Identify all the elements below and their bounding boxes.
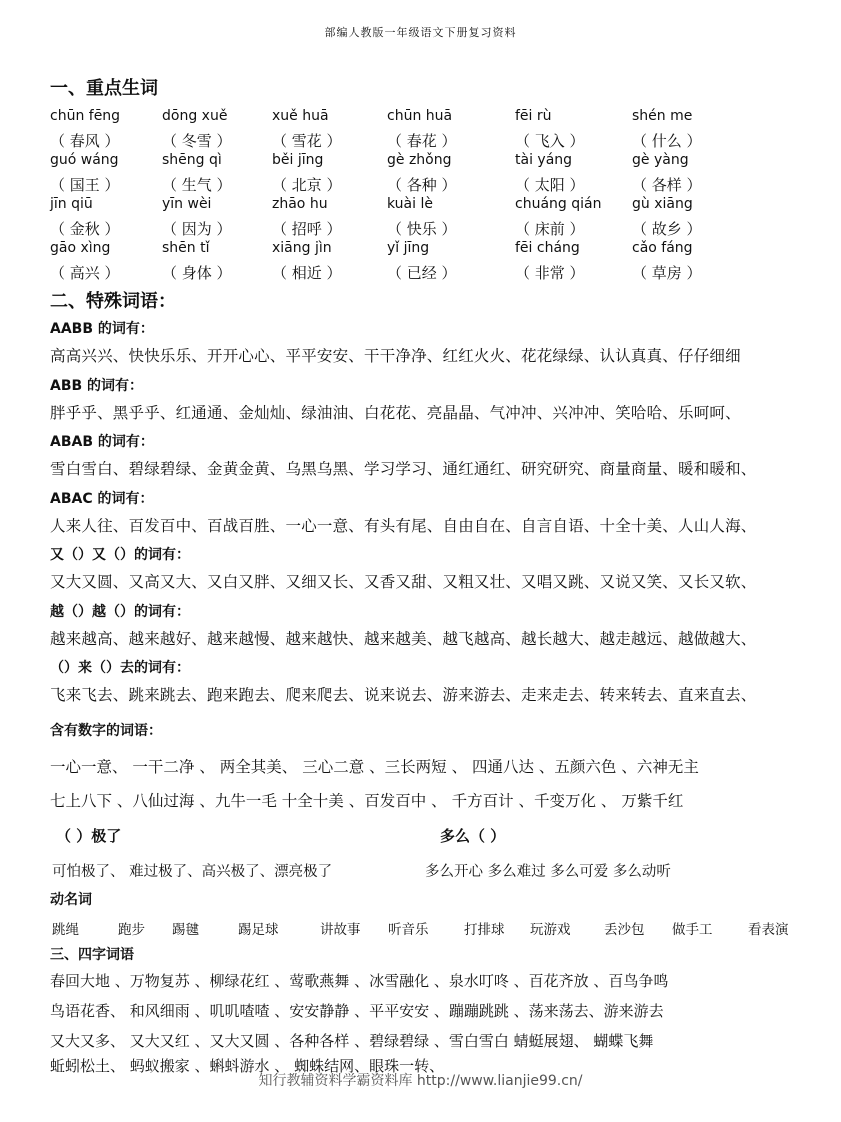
vocab-cell xyxy=(272,152,390,195)
group-words: 飞来飞去、跳来跳去、跑来跑去、爬来爬去、说来说去、游来游去、走来走去、转来转去、直来直去、 xyxy=(50,686,757,704)
vocab-cell xyxy=(632,152,750,195)
duo-words: 多么开心 多么难过 多么可爱 多么动听 xyxy=(425,864,671,880)
group-words: 雪白雪白、碧绿碧绿、金黄金黄、乌黑乌黑、学习学习、通红通红、研究研究、商量商量、暖和暖和、 xyxy=(50,460,757,478)
vocab-cell xyxy=(162,240,280,283)
hanzi: （ 北京 ） xyxy=(272,176,342,194)
vocab-cell xyxy=(515,240,633,283)
pinyin: xiāng jìn xyxy=(272,240,332,256)
pinyin: guó wáng xyxy=(50,152,119,168)
pinyin: cǎo fáng xyxy=(632,240,693,256)
pinyin: zhāo hu xyxy=(272,196,328,212)
hanzi: （ 各种 ） xyxy=(387,176,457,194)
pinyin: chūn fēng xyxy=(50,108,121,124)
hanzi: （ 快乐 ） xyxy=(387,220,457,238)
hanzi: （ 各样 ） xyxy=(632,176,702,194)
page-title: 部编人教版一年级语文下册复习资料 xyxy=(324,26,517,39)
pinyin: xuě huā xyxy=(272,108,329,124)
vocab-cell xyxy=(50,152,168,195)
vocab-row xyxy=(50,108,800,152)
hanzi: （ 春风 ） xyxy=(50,132,120,150)
vocab-cell xyxy=(272,196,390,239)
hanzi: （ 故乡 ） xyxy=(632,220,702,238)
pinyin: shén me xyxy=(632,108,693,124)
vocab-row xyxy=(50,196,800,240)
pinyin: chuáng qián xyxy=(515,196,602,212)
pinyin: chūn huā xyxy=(387,108,453,124)
group-words: 胖乎乎、黑乎乎、红通通、金灿灿、绿油油、白花花、亮晶晶、气冲冲、兴冲冲、笑哈哈、乐呵呵、 xyxy=(50,404,741,422)
verb-noun-item: 讲故事 xyxy=(320,922,361,938)
verb-noun-label: 动名词 xyxy=(50,892,92,908)
vocab-cell xyxy=(387,240,505,283)
pinyin: yīn wèi xyxy=(162,196,212,212)
numbers-line-2: 七上八下 、八仙过海 、九牛一毛 十全十美 、百发百中 、 千方百计 、千变万化 、 万紫千红 xyxy=(50,792,684,810)
verb-noun-item: 踢毽 xyxy=(172,922,199,938)
section-heading-four-char: 三、四字词语 xyxy=(50,947,134,963)
vocab-cell xyxy=(387,152,505,195)
hanzi: （ 冬雪 ） xyxy=(162,132,232,150)
group-words: 高高兴兴、快快乐乐、开开心心、平平安安、干干净净、红红火火、花花绿绿、认认真真、仔仔细细 xyxy=(50,347,741,365)
duo-label: 多么（ ） xyxy=(440,827,506,845)
group-label: 越（）越（）的词有： xyxy=(50,604,190,620)
verb-noun-item: 看表演 xyxy=(748,922,789,938)
vocab-cell xyxy=(272,108,390,151)
verb-noun-item: 踢足球 xyxy=(238,922,279,938)
hanzi: （ 相近 ） xyxy=(272,264,342,282)
hanzi: （ 身体 ） xyxy=(162,264,232,282)
pinyin: shēn tǐ xyxy=(162,240,210,256)
verb-noun-item: 玩游戏 xyxy=(530,922,571,938)
vocab-grid xyxy=(50,108,800,284)
hanzi: （ 招呼 ） xyxy=(272,220,342,238)
verb-noun-item: 跳绳 xyxy=(52,922,79,938)
pinyin: gù xiāng xyxy=(632,196,693,212)
hanzi: （ 生气 ） xyxy=(162,176,232,194)
vocab-cell xyxy=(272,240,390,283)
group-words: 越来越高、越来越好、越来越慢、越来越快、越来越美、越飞越高、越长越大、越走越远、越做越大、 xyxy=(50,630,757,648)
vocab-cell xyxy=(50,240,168,283)
hanzi: （ 什么 ） xyxy=(632,132,702,150)
vocab-cell xyxy=(515,196,633,239)
vocab-cell xyxy=(515,108,633,151)
hanzi: （ 雪花 ） xyxy=(272,132,342,150)
numbers-label: 含有数字的词语： xyxy=(50,723,162,739)
pinyin: shēng qì xyxy=(162,152,222,168)
pinyin: tài yáng xyxy=(515,152,573,168)
vocab-cell xyxy=(50,108,168,151)
hanzi: （ 金秋 ） xyxy=(50,220,120,238)
vocab-cell xyxy=(632,240,750,283)
vocab-cell xyxy=(387,196,505,239)
ji-label: （ ）极了 xyxy=(56,827,122,845)
vocab-cell xyxy=(632,108,750,151)
vocab-cell xyxy=(162,152,280,195)
four-char-line-4: 蚯蚓松土、 蚂蚁搬家 、蝌蚪游水 、 蜘蛛结网、眼珠一转、 xyxy=(50,1057,445,1075)
group-label: ABAB 的词有： xyxy=(50,434,154,450)
four-char-line-1: 春回大地 、万物复苏 、柳绿花红 、莺歌燕舞 、冰雪融化 、泉水叮咚 、百花齐放 、百鸟争鸣 xyxy=(50,972,669,990)
hanzi: （ 非常 ） xyxy=(515,264,585,282)
pinyin: fēi cháng xyxy=(515,240,580,256)
hanzi: （ 已经 ） xyxy=(387,264,457,282)
pinyin: fēi rù xyxy=(515,108,552,124)
vocab-cell xyxy=(387,108,505,151)
vocab-cell xyxy=(50,196,168,239)
hanzi: （ 春花 ） xyxy=(387,132,457,150)
verb-noun-item: 做手工 xyxy=(672,922,713,938)
group-label: 又（）又（）的词有： xyxy=(50,547,190,563)
watermark-footer: 知行教辅资料学霸资料库 http://www.lianjie99.cn/ xyxy=(258,1073,583,1089)
hanzi: （ 国王 ） xyxy=(50,176,120,194)
hanzi: （ 太阳 ） xyxy=(515,176,585,194)
group-words: 人来人往、百发百中、百战百胜、一心一意、有头有尾、自由自在、自言自语、十全十美、人山人海、 xyxy=(50,517,757,535)
vocab-row xyxy=(50,240,800,284)
pinyin: dōng xuě xyxy=(162,108,228,124)
pinyin: jīn qiū xyxy=(50,196,93,212)
group-label: ABAC 的词有： xyxy=(50,491,154,507)
verb-noun-item: 跑步 xyxy=(118,922,145,938)
section-heading-special-words: 二、特殊词语： xyxy=(50,291,176,312)
group-label: AABB 的词有： xyxy=(50,321,154,337)
vocab-row xyxy=(50,152,800,196)
hanzi: （ 床前 ） xyxy=(515,220,585,238)
pinyin: kuài lè xyxy=(387,196,433,212)
vocab-cell xyxy=(162,108,280,151)
vocab-cell xyxy=(632,196,750,239)
pinyin: gāo xìng xyxy=(50,240,111,256)
pinyin: gè zhǒng xyxy=(387,152,452,168)
four-char-line-2: 鸟语花香、 和风细雨 、叽叽喳喳 、安安静静 、平平安安 、蹦蹦跳跳 、荡来荡去、游来游去 xyxy=(50,1002,664,1020)
vocab-cell xyxy=(162,196,280,239)
pinyin: yǐ jīng xyxy=(387,240,430,256)
group-label: ABB 的词有： xyxy=(50,378,144,394)
group-label: （）来（）去的词有： xyxy=(50,660,190,676)
four-char-line-3: 又大又多、 又大又红 、又大又圆 、各种各样 、碧绿碧绿 、雪白雪白 蜻蜓展翅、 蝴蝶飞舞 xyxy=(50,1032,654,1050)
hanzi: （ 飞入 ） xyxy=(515,132,585,150)
numbers-line-1: 一心一意、 一干二净 、 两全其美、 三心二意 、三长两短 、 四通八达 、五颜六色 、六神无主 xyxy=(50,758,699,776)
pinyin: gè yàng xyxy=(632,152,689,168)
vocab-cell xyxy=(515,152,633,195)
hanzi: （ 草房 ） xyxy=(632,264,702,282)
pinyin: běi jīng xyxy=(272,152,324,168)
verb-noun-item: 打排球 xyxy=(464,922,505,938)
verb-noun-item: 丢沙包 xyxy=(604,922,645,938)
section-heading-key-words: 一、重点生词 xyxy=(50,78,158,99)
verb-noun-item: 听音乐 xyxy=(388,922,429,938)
ji-words: 可怕极了、 难过极了、高兴极了、漂亮极了 xyxy=(52,864,333,880)
hanzi: （ 因为 ） xyxy=(162,220,232,238)
hanzi: （ 高兴 ） xyxy=(50,264,120,282)
group-words: 又大又圆、又高又大、又白又胖、又细又长、又香又甜、又粗又壮、又唱又跳、又说又笑、又长又软、 xyxy=(50,573,757,591)
